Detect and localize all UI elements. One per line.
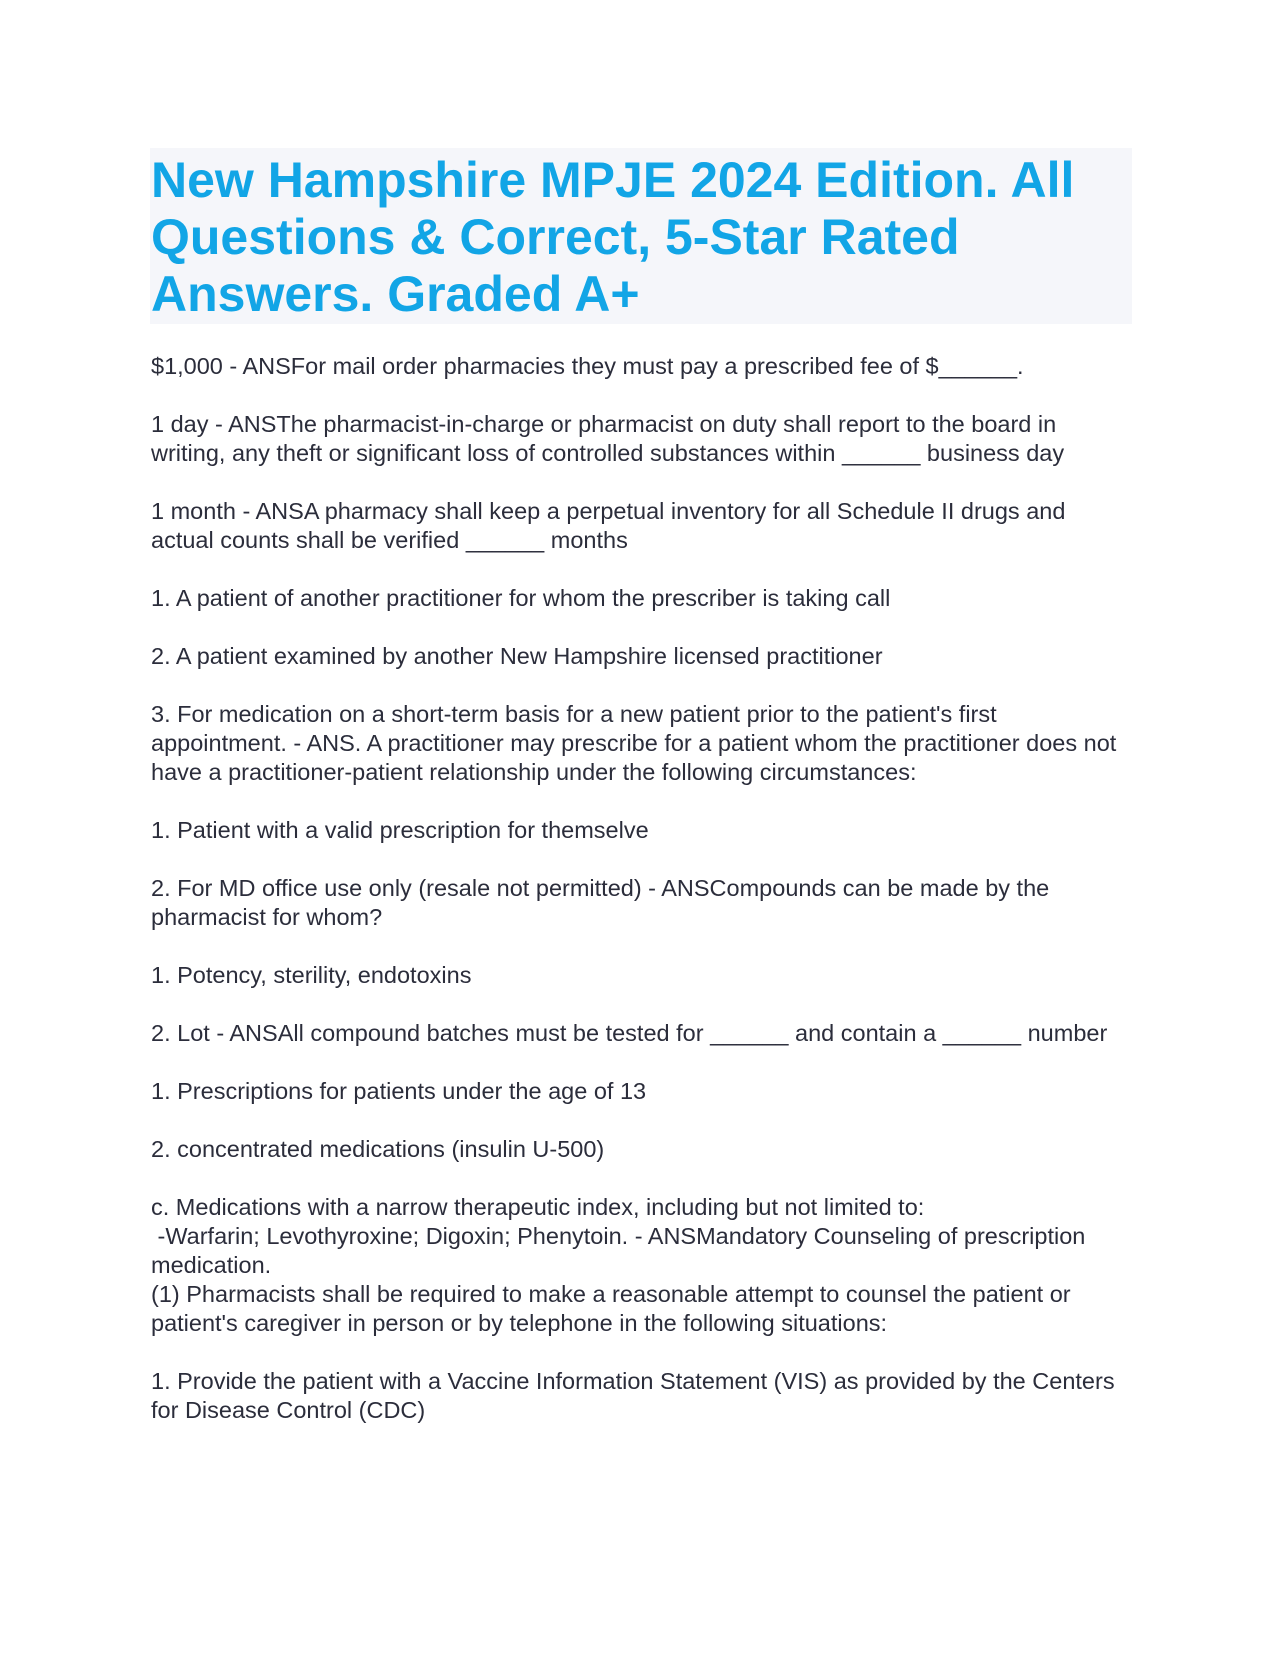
paragraph-12: 2. concentrated medications (insulin U-500) xyxy=(151,1136,605,1162)
paragraph-14: 1. Provide the patient with a Vaccine Information Statement (VIS) as provided by the Centers for Disease Control (CDC) xyxy=(151,1368,1122,1423)
paragraph-10: 2. Lot - ANSAll compound batches must be tested for ______ and contain a ______ number xyxy=(151,1020,1108,1046)
paragraph-9: 1. Potency, sterility, endotoxins xyxy=(151,962,472,988)
paragraph-8: 2. For MD office use only (resale not permitted) - ANSCompounds can be made by the pharmacist for whom? xyxy=(151,875,1056,930)
paragraph-11: 1. Prescriptions for patients under the age of 13 xyxy=(151,1078,647,1104)
paragraph-6: 3. For medication on a short-term basis for a new patient prior to the patient's first appointment. - ANS. A practitioner may prescribe for a patient whom the practitioner does not have a practitioner-patient relationship under the following circumstances: xyxy=(151,701,1123,785)
paragraph-13: c. Medications with a narrow therapeutic index, including but not limited to: -Warfarin; Levothyroxine; Digoxin; Phenytoin. - ANSMandatory Counseling of prescription medication. (1) Pharmacists shall be required to make a reasonable attempt to counsel the patient or patient's caregiver in person or by telephone in the following situations: xyxy=(151,1194,1086,1336)
document-body xyxy=(151,352,1133,1425)
title-block xyxy=(150,148,1132,324)
paragraph-2: 1 day - ANSThe pharmacist-in-charge or pharmacist on duty shall report to the board in writing, any theft or significant loss of controlled substances within ______ business day xyxy=(151,411,1065,466)
document-title: New Hampshire MPJE 2024 Edition. All Questions & Correct, 5-Star Rated Answers. Graded A+ xyxy=(151,152,1075,322)
paragraph-1: $1,000 - ANSFor mail order pharmacies they must pay a prescribed fee of $______. xyxy=(151,353,1024,379)
paragraph-3: 1 month - ANSA pharmacy shall keep a perpetual inventory for all Schedule II drugs and actual counts shall be verified ______ months xyxy=(151,498,1072,553)
paragraph-5: 2. A patient examined by another New Hampshire licensed practitioner xyxy=(151,643,883,669)
paragraph-4: 1. A patient of another practitioner for whom the prescriber is taking call xyxy=(151,585,891,611)
paragraph-7: 1. Patient with a valid prescription for themselve xyxy=(151,817,649,843)
